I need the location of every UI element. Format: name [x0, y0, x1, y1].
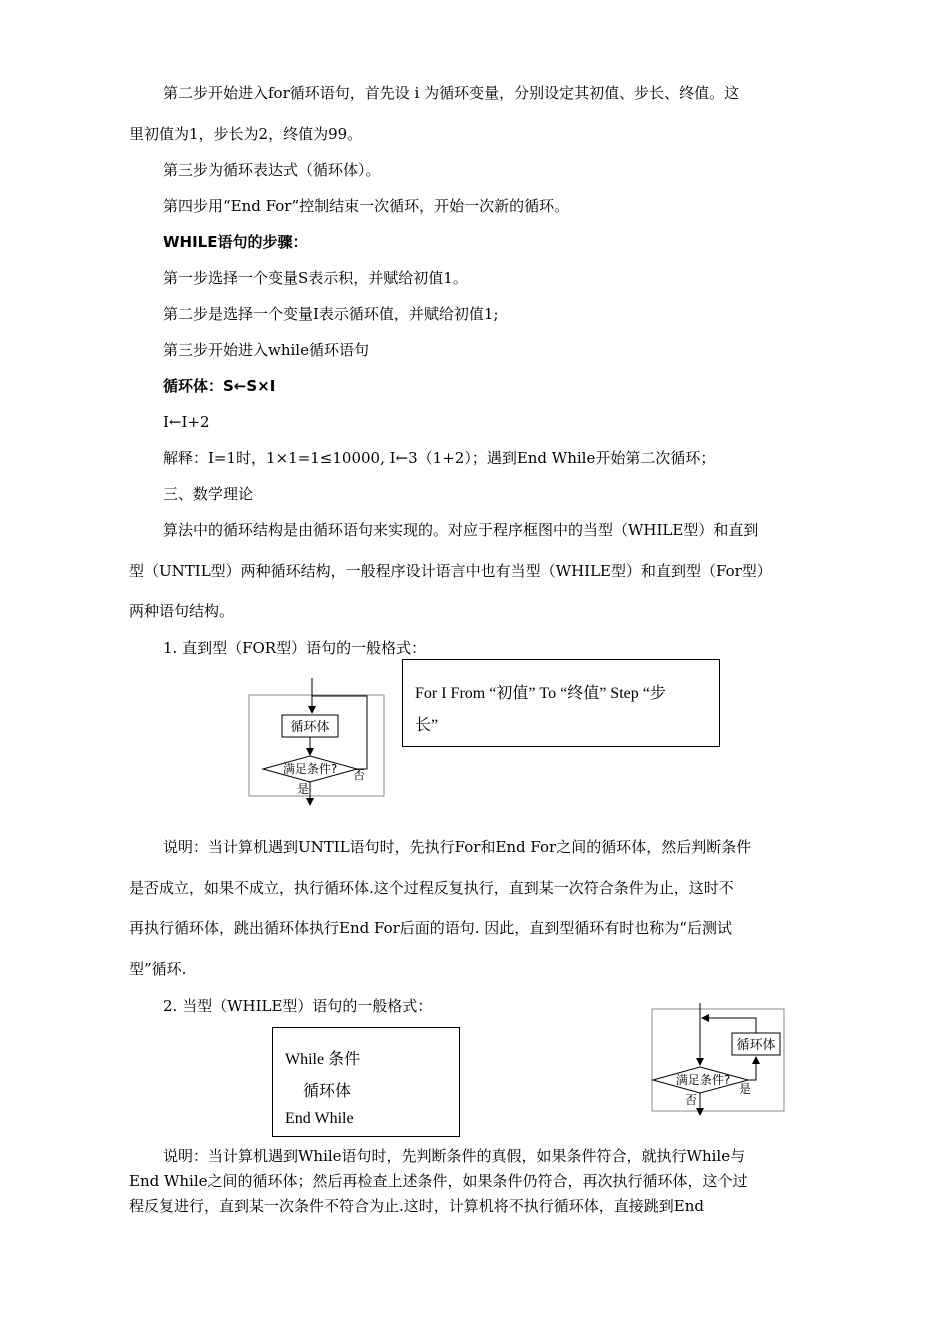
while-flowchart	[648, 1003, 788, 1118]
text-line: 第三步为循环表达式（循环体）。	[163, 161, 381, 179]
text-line: 第二步开始进入for循环语句，首先设 i 为循环变量，分别设定其初值、步长、终值。这	[163, 84, 740, 102]
condition-label: 满足条件?	[282, 762, 338, 776]
text-line: 第四步用“End For”控制结束一次循环，开始一次新的循环。	[163, 197, 570, 215]
text-line: 是否成立，如果不成立，执行循环体.这个过程反复执行，直到某一次符合条件为止，这时不	[129, 879, 734, 897]
condition-label: 满足条件?	[675, 1073, 731, 1087]
flowchart-frame	[652, 1009, 784, 1111]
text-line: 型（UNTIL型）两种循环结构，一般程序设计语言中也有当型（WHILE型）和直到型（For型）	[129, 562, 772, 580]
while-syntax-line-3: End While	[285, 1110, 354, 1127]
list-item: 1. 直到型（FOR型）语句的一般格式：	[163, 639, 427, 657]
no-label: 否	[685, 1093, 698, 1107]
text-line: 里初值为1，步长为2，终值为99。	[129, 125, 363, 143]
while-syntax-line-2: 循环体	[303, 1083, 352, 1100]
text-line: 解释：I=1时，1×1=1≤10000, I←3（1+2）；遇到End While开始第二次循环；	[163, 449, 716, 467]
text-line: 再执行循环体，跳出循环体执行End For后面的语句. 因此，直到型循环有时也称为“后测试	[129, 919, 732, 937]
text-line: 两种语句结构。	[129, 602, 235, 620]
text-line: 说明：当计算机遇到While语句时，先判断条件的真假，如果条件符合，就执行While与	[163, 1147, 746, 1165]
text-line: 程反复进行，直到某一次条件不符合为止.这时，计算机将不执行循环体，直接跳到End	[129, 1197, 704, 1215]
while-syntax-box	[272, 1027, 460, 1137]
loop-body-heading: 循环体：S←S×I	[163, 377, 276, 395]
no-label: 否	[353, 768, 366, 782]
text-line: End While之间的循环体；然后再检查上述条件，如果条件仍符合，再次执行循环体，这个过	[129, 1172, 748, 1190]
text-line: 第三步开始进入while循环语句	[163, 341, 369, 359]
for-syntax-line-1: For I From “初值” To “终值” Step “步	[415, 685, 666, 702]
loop-body-label: 循环体	[736, 1038, 776, 1053]
for-syntax-box	[402, 659, 720, 747]
text-line: 型”循环.	[129, 960, 187, 978]
text-line: 算法中的循环结构是由循环语句来实现的。对应于程序框图中的当型（WHILE型）和直到	[163, 521, 759, 539]
text-line: I←I+2	[163, 413, 210, 431]
list-item: 2. 当型（WHILE型）语句的一般格式：	[163, 997, 433, 1015]
text-line: 说明：当计算机遇到UNTIL语句时，先执行For和End For之间的循环体，然后判断条件	[163, 838, 752, 856]
text-line: 第二步是选择一个变量I表示循环值，并赋给初值1;	[163, 305, 499, 323]
while-syntax-line-1: While 条件	[285, 1051, 361, 1068]
yes-label: 是	[739, 1082, 752, 1096]
section-title: 三、数学理论	[163, 485, 254, 503]
until-flowchart	[245, 675, 390, 807]
section-heading: WHILE语句的步骤：	[163, 233, 308, 251]
text-line: 第一步选择一个变量S表示积，并赋给初值1。	[163, 269, 468, 287]
yes-label: 是	[297, 782, 310, 796]
loop-body-label: 循环体	[290, 720, 330, 735]
for-syntax-line-2: 长”	[415, 717, 439, 734]
